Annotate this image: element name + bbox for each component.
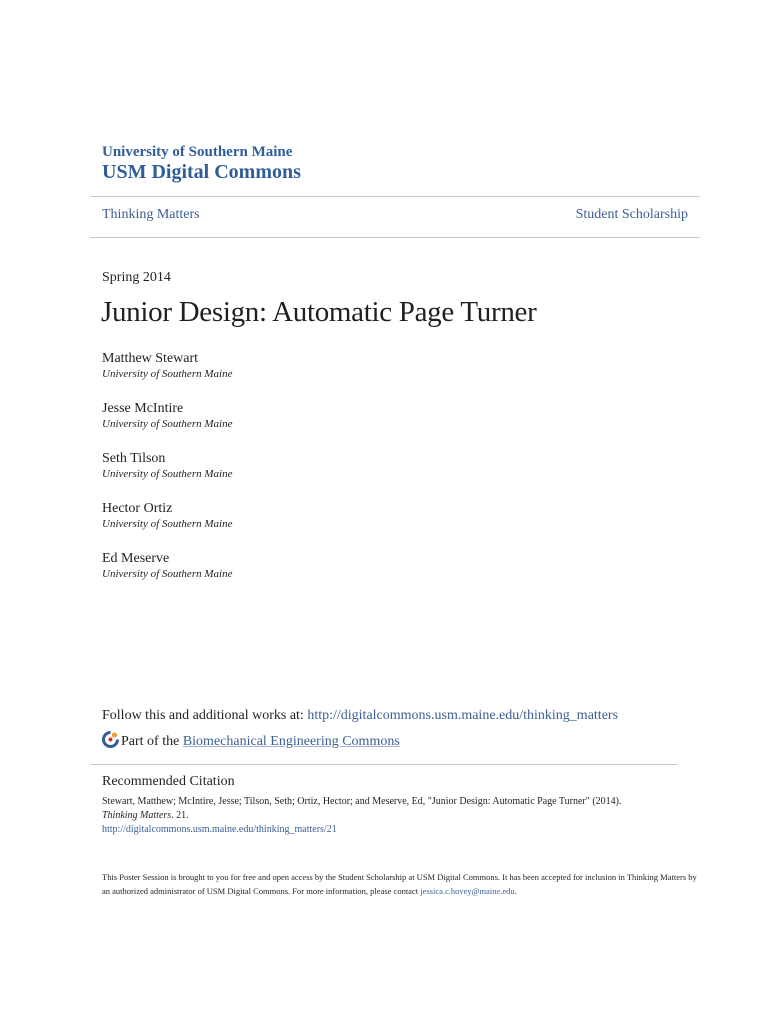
commons-discipline-link[interactable]: Biomechanical Engineering Commons [182,734,400,749]
author-name: Ed Meserve [102,551,170,566]
author-name: Seth Tilson [102,451,166,466]
citation-text: Stewart, Matthew; McIntire, Jesse; Tilson, Seth; Ortiz, Hector; and Meserve, Ed, "Junior Design: Automatic Page Turner" (2014). [102,796,622,807]
repository-name[interactable]: USM Digital Commons [102,161,301,183]
series-link[interactable]: Thinking Matters [102,207,200,222]
author-entry [102,500,232,550]
access-notice-text: This Poster Session is brought to you for free and open access by the Student Scholarship at USM Digital Commons. It has been accepted for inclusion in Thinking Matters by an authorized administrator of USM Digital Commons. For more information, please contact [102,872,697,896]
series-url-link[interactable]: http://digitalcommons.usm.maine.edu/thinking_matters [307,708,619,723]
author-name: Matthew Stewart [102,351,199,366]
part-of-label: Part of the [121,734,183,749]
author-affiliation: University of Southern Maine [102,418,233,430]
author-list [102,350,232,600]
document-title: Junior Design: Automatic Page Turner [101,296,537,328]
part-of-line [102,731,400,750]
follow-label: Follow this and additional works at: [102,708,308,723]
header-divider-top [90,196,700,197]
author-entry [102,350,232,400]
citation-url-link[interactable]: http://digitalcommons.usm.maine.edu/thinking_matters/21 [102,824,337,835]
header-divider-bottom [90,237,700,238]
citation-block [102,795,702,837]
citation-divider [90,764,678,765]
author-affiliation: University of Southern Maine [102,518,233,530]
access-notice-end: . [514,885,517,896]
author-affiliation: University of Southern Maine [102,568,233,580]
author-name: Jesse McIntire [102,401,184,416]
institution-name[interactable]: University of Southern Maine [102,144,293,160]
author-entry [102,400,232,450]
publication-date: Spring 2014 [102,270,171,285]
access-notice [102,871,702,898]
citation-heading: Recommended Citation [102,774,235,789]
author-affiliation: University of Southern Maine [102,368,233,380]
author-affiliation: University of Southern Maine [102,468,233,480]
citation-journal: Thinking Matters [102,810,172,821]
follow-line [102,708,618,724]
author-name: Hector Ortiz [102,501,173,516]
collection-link[interactable]: Student Scholarship [575,207,688,222]
citation-number: . 21. [171,810,189,821]
author-entry [102,550,232,600]
commons-network-icon [102,731,119,748]
contact-email-link[interactable]: jessica.c.hovey@maine.edu [420,885,515,896]
author-entry [102,450,232,500]
